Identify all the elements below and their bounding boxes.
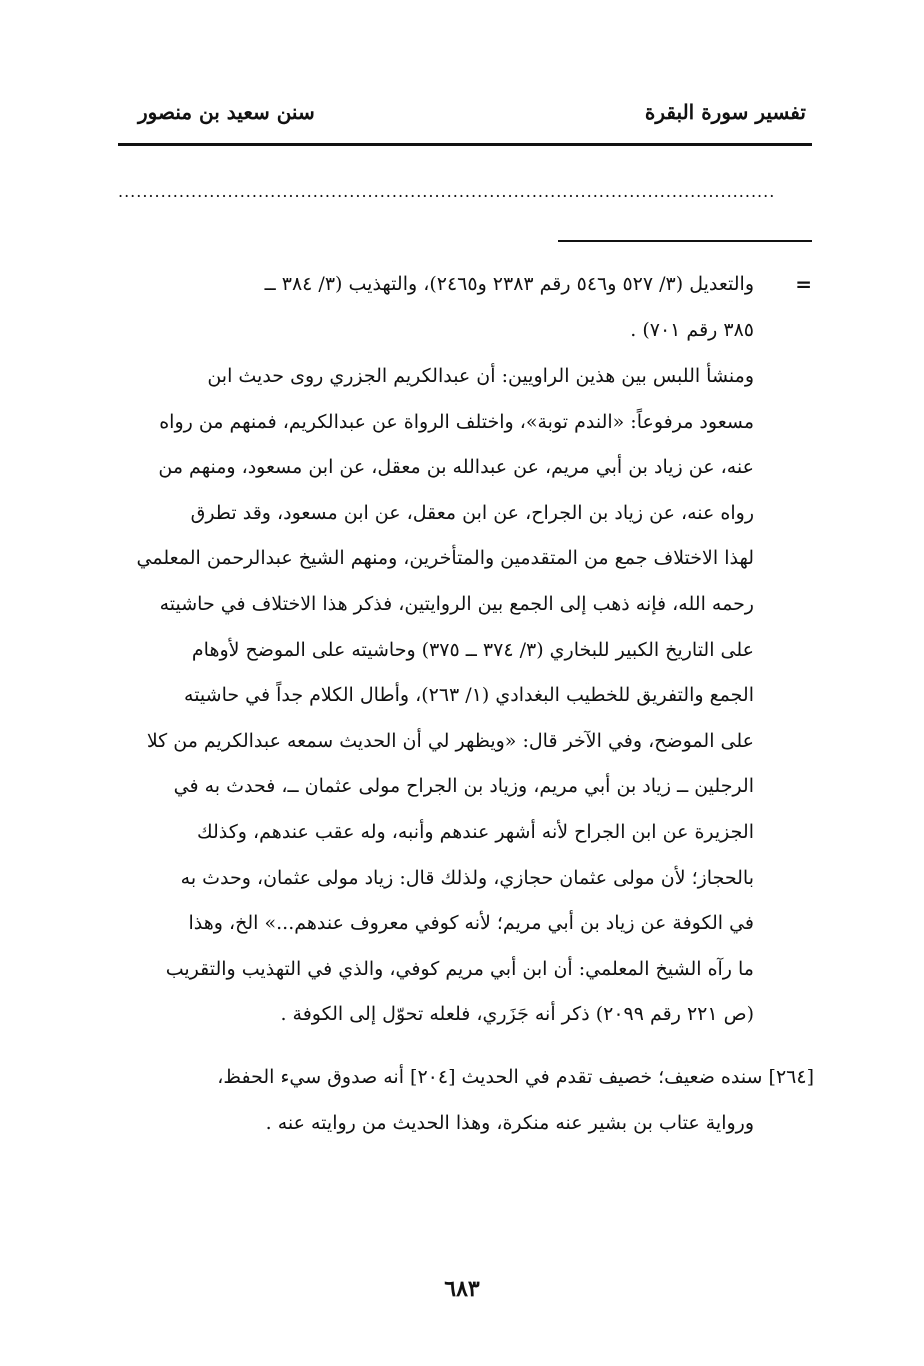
footnote-264	[114, 1055, 814, 1146]
text-line: بالحجاز؛ لأن مولى عثمان حجازي، ولذلك قال: زياد مولى عثمان، وحدث به	[180, 866, 754, 889]
text-line: مسعود مرفوعاً: «الندم توبة»، واختلف الرواة عن عبدالكريم، فمنهم من رواه	[159, 410, 754, 433]
text-line	[114, 1055, 814, 1101]
footnote-rule	[558, 240, 812, 242]
footnote-text: سنده ضعيف؛ خصيف تقدم في الحديث [٢٠٤] أنه صدوق سيء الحفظ،	[217, 1066, 763, 1088]
dotted-separator: ............................................................................................................	[118, 182, 776, 201]
text-line: ٣٨٥ رقم ٧٠١) .	[630, 318, 754, 341]
text-line: رحمه الله، فإنه ذهب إلى الجمع بين الروايتين، فذكر هذا الاختلاف في حاشيته	[159, 592, 754, 615]
text-line: لهذا الاختلاف جمع من المتقدمين والمتأخرين، ومنهم الشيخ عبدالرحمن المعلمي	[136, 547, 754, 570]
footnote-main-paragraph	[114, 354, 754, 1038]
text-line: رواه عنه، عن زياد بن الجراح، عن ابن معقل، عن ابن مسعود، وقد تطرق	[190, 501, 754, 524]
running-header-left: سنن سعيد بن منصور	[138, 100, 315, 124]
footnote-number: [٢٦٤]	[768, 1066, 814, 1088]
footnote-continuation	[114, 262, 754, 353]
text-line: على التاريخ الكبير للبخاري (٣/ ٣٧٤ ــ ٣٧٥) وحاشيته على الموضح لأوهام	[191, 638, 754, 661]
text-line: الرجلين ــ زياد بن أبي مريم، وزياد بن الجراح مولى عثمان ــ، فحدث به في	[173, 775, 754, 798]
text-line: في الكوفة عن زياد بن أبي مريم؛ لأنه كوفي معروف عندهم...» الخ، وهذا	[188, 912, 754, 935]
text-line: ورواية عتاب بن بشير عنه منكرة، وهذا الحديث من روايته عنه .	[265, 1111, 754, 1134]
running-header-right: تفسير سورة البقرة	[644, 100, 806, 124]
text-line: والتعديل (٣/ ٥٢٧ و٥٤٦ رقم ٢٣٨٣ و٢٤٦٥)، والتهذيب (٣/ ٣٨٤ ــ	[264, 273, 754, 295]
text-line: (ص ٢٢١ رقم ٢٠٩٩) ذكر أنه جَزَري، فلعله تحوّل إلى الكوفة .	[280, 1003, 754, 1026]
text-line: الجزيرة عن ابن الجراح لأنه أشهر عندهم وأنبه، وله عقب عندهم، وكذلك	[196, 820, 754, 843]
page-number: ٦٨٣	[444, 1276, 480, 1302]
text-line: ومنشأ اللبس بين هذين الراويين: أن عبدالكريم الجزري روى حديث ابن	[207, 365, 754, 387]
text-line: الجمع والتفريق للخطيب البغدادي (١/ ٢٦٣)، وأطال الكلام جداً في حاشيته	[184, 684, 754, 707]
continuation-mark: =	[795, 272, 812, 296]
text-line: على الموضح، وفي الآخر قال: «ويظهر لي أن الحديث سمعه عبدالكريم من كلا	[146, 729, 754, 752]
text-line: عنه، عن زياد بن أبي مريم، عن عبدالله بن معقل، عن ابن مسعود، ومنهم من	[158, 456, 754, 479]
text-line: ما رآه الشيخ المعلمي: أن ابن أبي مريم كوفي، والذي في التهذيب والتقريب	[165, 957, 754, 980]
header-rule	[118, 143, 812, 146]
